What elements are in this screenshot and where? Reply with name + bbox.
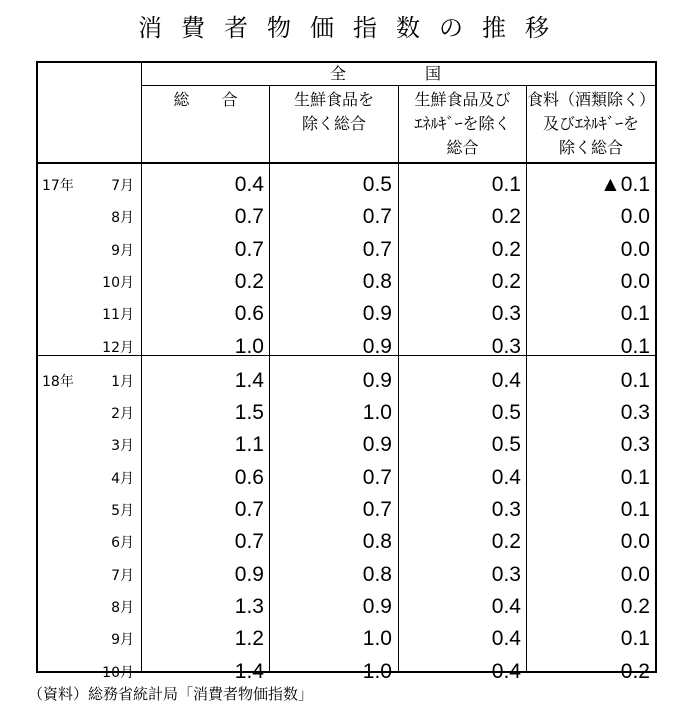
row-year: 18年 [42,373,74,390]
region-header-zen: 全 [329,64,346,83]
value-cell: 0.5 [491,433,521,457]
row-month: 7月 [111,567,134,584]
value-cell: 0.8 [362,530,392,554]
value-cell: 0.7 [362,465,392,489]
value-cell: 1.1 [234,433,264,457]
value-cell: 0.9 [362,302,392,326]
column-header-total: 総 合 [173,90,238,109]
row-month: 12月 [102,339,134,356]
value-cell: 0.4 [491,659,521,683]
column-header-core: 生鮮食品を 除く総合 [293,90,374,133]
column-header-food-energy-excluded: 食料（酒類除く） 及びｴﾈﾙｷﾞｰを 除く総合 [527,90,656,157]
value-cell: 0.1 [620,627,650,651]
value-cell: 1.0 [362,627,392,651]
value-cell: 0.1 [620,334,650,358]
column-border-2 [398,85,399,671]
value-cell: 1.5 [234,401,264,425]
value-cell: 1.2 [234,627,264,651]
source-note: （資料）総務省統計局「消費者物価指数」 [28,685,314,703]
value-cell: 0.1 [620,498,650,521]
value-cell: 0.8 [362,269,392,293]
value-cell: 0.5 [491,401,521,425]
label-column-border [141,63,142,671]
value-cell: 0.9 [362,368,392,392]
value-cell: 0.3 [620,433,650,457]
value-cell: 0.0 [620,562,650,586]
value-cell: 0.2 [234,269,264,293]
value-cell: 0.3 [491,334,521,358]
value-cell: 0.8 [362,562,392,586]
column-header-core-core: 生鮮食品及び ｴﾈﾙｷﾞｰを除く 総合 [414,90,511,157]
value-cell: 0.6 [234,465,264,489]
value-cell: 0.7 [234,237,264,261]
value-cell: 0.4 [234,173,264,196]
column-border-1 [269,85,270,671]
value-cell: 0.9 [362,334,392,358]
value-cell: 0.0 [620,237,650,261]
row-month: 9月 [111,242,134,259]
value-cell: 0.0 [620,530,650,554]
value-cell: 0.0 [620,269,650,293]
value-cell: 0.1 [491,173,521,196]
row-month: 10月 [102,664,134,681]
value-cell: 0.1 [620,302,650,326]
value-cell: 0.4 [491,627,521,651]
value-cell: 0.6 [234,302,264,326]
value-cell: 0.7 [362,205,392,229]
row-month: 1月 [111,373,134,390]
value-cell: 0.3 [620,401,650,425]
value-cell: 0.1 [620,368,650,392]
value-cell: 0.9 [234,562,264,586]
row-year: 17年 [42,178,74,194]
value-cell: 1.3 [234,594,264,618]
value-cell: 0.7 [234,530,264,554]
value-cell: 0.2 [620,659,650,683]
value-cell: 0.2 [491,205,521,229]
page-title: 消費者物価指数の推移 [138,14,568,42]
row-month: 11月 [102,307,134,324]
value-cell: 0.2 [620,594,650,618]
value-cell: 0.3 [491,498,521,521]
row-month: 4月 [111,470,134,487]
value-cell: 1.0 [362,659,392,683]
value-cell: 0.7 [362,237,392,261]
value-cell: ▲0.1 [600,173,650,196]
value-cell: 0.1 [620,465,650,489]
row-month: 10月 [102,274,134,291]
value-cell: 0.7 [362,498,392,521]
value-cell: 0.7 [234,498,264,521]
value-cell: 0.3 [491,562,521,586]
value-cell: 0.0 [620,205,650,229]
row-month: 8月 [111,210,134,227]
value-cell: 1.4 [234,659,264,683]
row-month: 9月 [111,632,134,649]
value-cell: 0.4 [491,368,521,392]
value-cell: 0.7 [234,205,264,229]
value-cell: 0.2 [491,269,521,293]
row-month: 2月 [111,406,134,423]
value-cell: 0.4 [491,465,521,489]
value-cell: 0.3 [491,302,521,326]
header-divider [38,162,655,164]
value-cell: 0.9 [362,594,392,618]
column-border-3 [526,85,527,671]
value-cell: 0.5 [362,173,392,196]
row-month: 7月 [111,178,134,194]
value-cell: 0.2 [491,237,521,261]
value-cell: 1.0 [234,334,264,358]
value-cell: 0.2 [491,530,521,554]
cpi-table [36,61,657,683]
row-month: 5月 [111,503,134,519]
region-header-koku: 国 [424,64,441,83]
value-cell: 1.0 [362,401,392,425]
row-month: 8月 [111,599,134,616]
value-cell: 0.9 [362,433,392,457]
row-month: 3月 [111,438,134,455]
row-month: 6月 [111,535,134,552]
value-cell: 1.4 [234,368,264,392]
value-cell: 0.4 [491,594,521,618]
